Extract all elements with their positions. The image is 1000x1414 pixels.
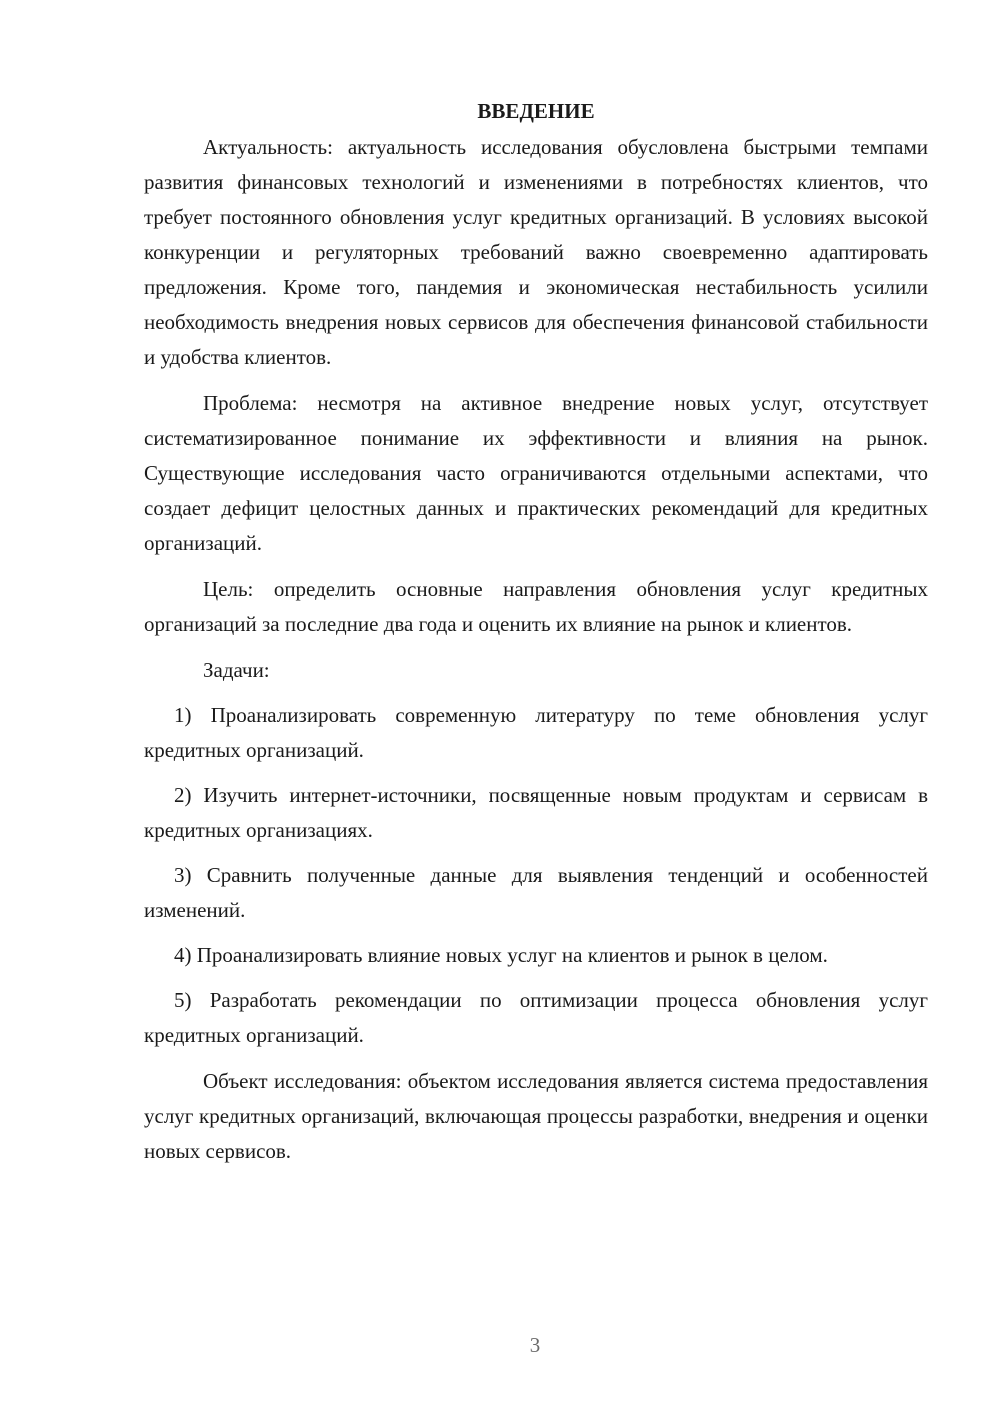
task-item: 2) Изучить интернет-источники, посвященные новым продуктам и сервисам в кредитных организациях. bbox=[144, 783, 928, 842]
task-item: 5) Разработать рекомендации по оптимизации процесса обновления услуг кредитных организаций. bbox=[144, 988, 928, 1047]
paragraph-object: Объект исследования: объектом исследования является система предоставления услуг кредитных организаций, включающая процессы разработки, внедрения и оценки новых сервисов. bbox=[144, 1069, 928, 1163]
task-item: 1) Проанализировать современную литературу по теме обновления услуг кредитных организаций. bbox=[144, 703, 928, 762]
paragraph-goal: Цель: определить основные направления обновления услуг кредитных организаций за последние два года и оценить их влияние на рынок и клиентов. bbox=[144, 577, 928, 636]
tasks-heading: Задачи: bbox=[203, 658, 270, 682]
page-number: 3 bbox=[529, 1333, 541, 1357]
task-item: 3) Сравнить полученные данные для выявления тенденций и особенностей изменений. bbox=[144, 863, 928, 922]
page-content bbox=[144, 94, 928, 1169]
paragraph-problem: Проблема: несмотря на активное внедрение новых услуг, отсутствует систематизированное понимание их эффективности и влияния на рынок. Существующие исследования часто ограничиваются отдельными аспектами, что создает дефицит целостных данных и практических рекомендаций для кредитных организаций. bbox=[144, 391, 928, 555]
tasks-list bbox=[144, 698, 928, 1053]
paragraph-relevance: Актуальность: актуальность исследования обусловлена быстрыми темпами развития финансовых технологий и изменениями в потребностях клиентов, что требует постоянного обновления услуг кредитных организаций. В условиях высокой конкуренции и регуляторных требований важно своевременно адаптировать предложения. Кроме того, пандемия и экономическая нестабильность усилили необходимость внедрения новых сервисов для обеспечения финансовой стабильности и удобства клиентов. bbox=[144, 135, 928, 369]
task-item: 4) Проанализировать влияние новых услуг на клиентов и рынок в целом. bbox=[174, 943, 828, 967]
section-title: ВВЕДЕНИЕ bbox=[477, 99, 595, 123]
